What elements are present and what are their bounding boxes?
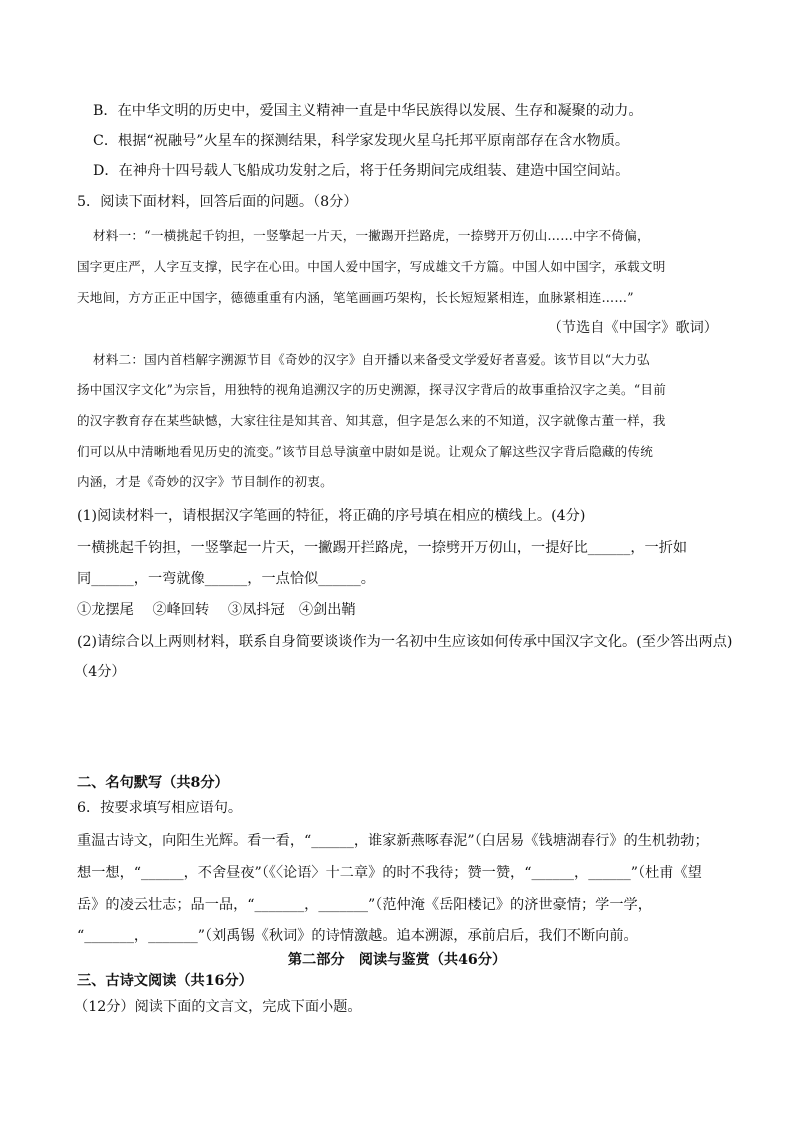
section-3-title: 三、古诗文阅读（共16分） bbox=[77, 973, 253, 989]
material-1-line: 天地间，方方正正中国字，德德重重有内涵，笔笔画画巧架构，长长短短紧相连，血脉紧相连……” bbox=[77, 290, 634, 305]
subquestion-1-line: 同______，一弯就像______，一点恰似______。 bbox=[77, 571, 375, 587]
fill-in-line: 岳》的凌云壮志；品一品，“_______，_______”（范仲淹《岳阳楼记》的济世豪情；学一学， bbox=[77, 897, 652, 913]
section-3-intro: （12分）阅读下面的文言文，完成下面小题。 bbox=[74, 999, 362, 1015]
material-2-line: 们可以从中清晰地看见历史的流变。”该节目总导演童中尉如是说。让观众了解这些汉字背后隐藏的传统 bbox=[77, 444, 654, 459]
option-d: D．在神舟十四号载人飞船成功发射之后，将于任务期间完成组装、建造中国空间站。 bbox=[93, 163, 630, 179]
part-2-title: 第二部分 阅读与鉴赏（共46分） bbox=[287, 952, 507, 968]
subquestion-1: (1)阅读材料一，请根据汉字笔画的特征，将正确的序号填在相应的横线上。(4分) bbox=[77, 508, 586, 524]
material-1-source: （节选自《中国字》歌词） bbox=[547, 320, 718, 336]
question-6-stem: 6．按要求填写相应语句。 bbox=[77, 800, 243, 816]
question-5-stem: 5．阅读下面材料，回答后面的问题。（8分） bbox=[77, 194, 358, 210]
fill-in-line: 想一想，“______，不舍昼夜”（《〈论语〉十二章》的时不我待；赞一赞，“______，______”（杜甫《望 bbox=[77, 865, 702, 881]
option-c: C．根据“祝融号”火星车的探测结果，科学家发现火星乌托邦平原南部存在含水物质。 bbox=[93, 133, 630, 149]
material-2-line: 材料二：国内首档解字溯源节目《奇妙的汉字》自开播以来备受文学爱好者喜爱。该节目以“大力弘 bbox=[93, 352, 650, 367]
material-2-line: 的汉字教育存在某些缺憾，大家往往是知其音、知其意，但字是怎么来的不知道，汉字就像古董一样，我 bbox=[77, 413, 666, 428]
subquestion-2: (2)请综合以上两则材料，联系自身简要谈谈作为一名初中生应该如何传承中国汉字文化。(至少答出两点) bbox=[77, 634, 733, 650]
answer-choices: ①龙摆尾 ②峰回转 ③凤抖冠 ④剑出鞘 bbox=[77, 602, 356, 618]
material-2-line: 扬中国汉字文化”为宗旨，用独特的视角追溯汉字的历史溯源，探寻汉字背后的故事重拾汉字之美。“目前 bbox=[77, 382, 666, 397]
section-2-title: 二、名句默写（共8分） bbox=[77, 775, 229, 791]
fill-in-line: “_______，_______”（刘禹锡《秋词》的诗情激越。追本溯源，承前启后，我们不断向前。 bbox=[77, 928, 638, 944]
subquestion-1-line: 一横挑起千钧担，一竖擎起一片天，一撇踢开拦路虎，一捺劈开万仞山，一提好比______，一折如 bbox=[77, 540, 688, 556]
material-1-line: 国字更庄严，人字互支撑，民字在心田。中国人爱中国字，写成雄文千方篇。中国人如中国字，承载文明 bbox=[77, 259, 666, 274]
material-1-line: 材料一：“一横挑起千钧担，一竖擎起一片天，一撇踢开拦路虎，一捺劈开万仞山……中字不倚偏， bbox=[93, 228, 650, 243]
subquestion-2-points: （4分） bbox=[74, 664, 126, 680]
material-2-line: 内涵，才是《奇妙的汉字》节目制作的初衷。 bbox=[77, 474, 333, 489]
option-b: B．在中华文明的历史中，爱国主义精神一直是中华民族得以发展、生存和凝聚的动力。 bbox=[93, 103, 643, 119]
fill-in-line: 重温古诗文，向阳生光辉。看一看，“______，谁家新燕啄春泥”（白居易《钱塘湖春行》的生机勃勃； bbox=[77, 833, 709, 849]
